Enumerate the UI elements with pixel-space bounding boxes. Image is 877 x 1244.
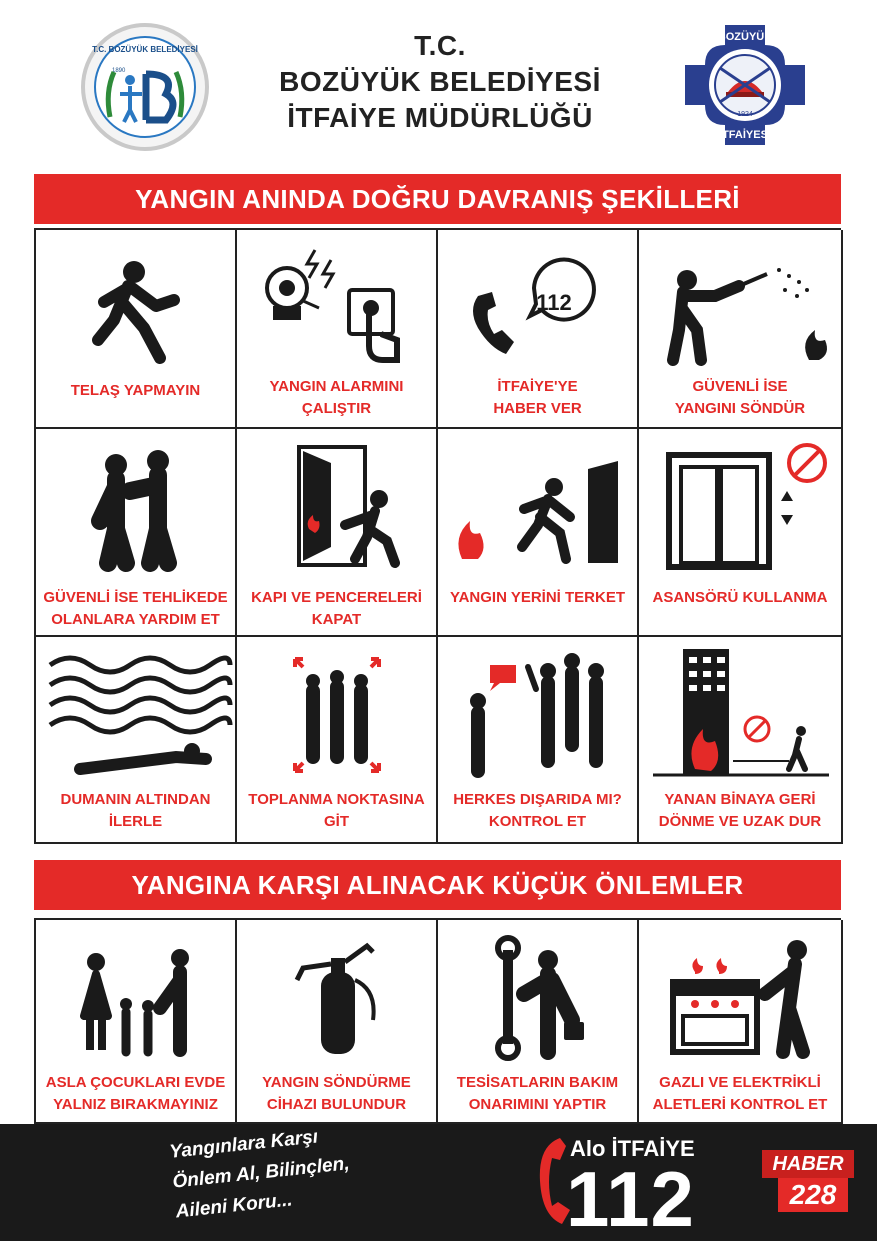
- tile-label: KAPI VE PENCERELERİ KAPAT: [251, 589, 422, 628]
- behaviour-grid: [34, 228, 841, 844]
- poster-footer: [0, 1124, 877, 1241]
- brand-bottom: 228: [778, 1178, 848, 1212]
- fire-department-logo: [680, 20, 810, 150]
- tile-close-doors: [237, 429, 438, 637]
- assembly-point-icon: [237, 637, 438, 787]
- brand-top: HABER: [762, 1150, 854, 1178]
- svg-text:1890: 1890: [112, 68, 126, 74]
- tile-crawl-under-smoke: [36, 637, 237, 844]
- fire-alarm-icon: [237, 230, 438, 380]
- helping-people-icon: [36, 429, 237, 579]
- svg-text:BOZÜYÜK: BOZÜYÜK: [717, 31, 773, 43]
- section-banner-precautions: YANGINA KARŞI ALINACAK KÜÇÜK ÖNLEMLER: [34, 860, 841, 910]
- tile-maintain-installations: [438, 920, 639, 1124]
- tile-extinguish: [639, 230, 843, 429]
- precautions-grid: [34, 918, 841, 1124]
- tile-label: YANGIN ALARMINI ÇALIŞTIR: [269, 378, 404, 417]
- no-elevator-icon: [639, 429, 843, 579]
- crawl-under-smoke-icon: [36, 637, 237, 787]
- tile-call-fire-department: [438, 230, 639, 429]
- tile-label: TELAŞ YAPMAYIN: [70, 382, 201, 399]
- tile-headcount: [438, 637, 639, 844]
- emergency-number: 112: [566, 1155, 695, 1243]
- tile-label: TOPLANMA NOKTASINA GİT: [248, 791, 425, 830]
- tile-label: YANGIN SÖNDÜRME CİHAZI BULUNDUR: [262, 1074, 411, 1113]
- svg-text:İTFAİYESİ: İTFAİYESİ: [719, 129, 771, 141]
- tile-no-elevator: [639, 429, 843, 637]
- municipality-logo: [80, 22, 210, 152]
- poster-title: [240, 28, 640, 136]
- tile-leave-area: [438, 429, 639, 637]
- tile-label: TESİSATLARIN BAKIM ONARIMINI YAPTIR: [456, 1074, 619, 1113]
- tile-fire-alarm: [237, 230, 438, 429]
- tile-check-appliances: [639, 920, 843, 1124]
- poster-header: [0, 0, 877, 165]
- tile-assembly-point: [237, 637, 438, 844]
- tile-label: YANAN BİNAYA GERİ DÖNME VE UZAK DUR: [658, 791, 822, 830]
- tile-label: YANGIN YERİNİ TERKET: [449, 589, 626, 606]
- extinguishing-person-icon: [639, 230, 843, 380]
- svg-text:112: 112: [536, 290, 572, 315]
- tile-dont-leave-children: [36, 920, 237, 1124]
- leave-fire-icon: [438, 429, 639, 579]
- title-line-municipality: BOZÜYÜK BELEDİYESİ: [279, 66, 601, 97]
- headcount-icon: [438, 637, 639, 787]
- burning-building-icon: [639, 637, 843, 787]
- tile-label: GAZLI VE ELEKTRİKLİ ALETLERİ KONTROL ET: [652, 1074, 828, 1113]
- running-person-icon: [36, 230, 237, 380]
- alo-fire-department: Alo İTFAİYE: [570, 1136, 695, 1161]
- tile-label: İTFAİYE'YE HABER VER: [493, 378, 582, 417]
- family-icon: [36, 920, 237, 1070]
- stove-check-icon: [639, 920, 843, 1070]
- tile-label: ASANSÖRÜ KULLANMA: [652, 589, 828, 606]
- tile-label: GÜVENLİ İSE YANGINI SÖNDÜR: [674, 378, 806, 417]
- title-line-tc: T.C.: [414, 30, 466, 61]
- phone-112-icon: [438, 230, 639, 380]
- section-banner-correct-behaviour: YANGIN ANINDA DOĞRU DAVRANIŞ ŞEKİLLERİ: [34, 174, 841, 224]
- fire-extinguisher-icon: [237, 920, 438, 1070]
- tile-label: ASLA ÇOCUKLARI EVDE YALNIZ BIRAKMAYINIZ: [45, 1074, 226, 1113]
- footer-slogan: Yangınlara Karşı Önlem Al, Bilinçlen, Aileni Koru...: [168, 1126, 351, 1223]
- tile-label: HERKES DIŞARIDA MI? KONTROL ET: [453, 791, 622, 830]
- tile-dont-panic: [36, 230, 237, 429]
- technician-icon: [438, 920, 639, 1070]
- tile-help-others: [36, 429, 237, 637]
- title-line-fire-department: İTFAİYE MÜDÜRLÜĞÜ: [287, 102, 593, 133]
- tile-label: GÜVENLİ İSE TEHLİKEDE OLANLARA YARDIM ET: [43, 589, 228, 628]
- closing-door-icon: [237, 429, 438, 579]
- svg-text:T.C. BOZÜYÜK BELEDİYESİ: T.C. BOZÜYÜK BELEDİYESİ: [92, 45, 198, 54]
- tile-keep-extinguisher: [237, 920, 438, 1124]
- svg-text:1924: 1924: [737, 111, 753, 118]
- tile-stay-away-building: [639, 637, 843, 844]
- haber228-logo: [762, 1150, 854, 1212]
- tile-label: DUMANIN ALTINDAN İLERLE: [60, 791, 211, 830]
